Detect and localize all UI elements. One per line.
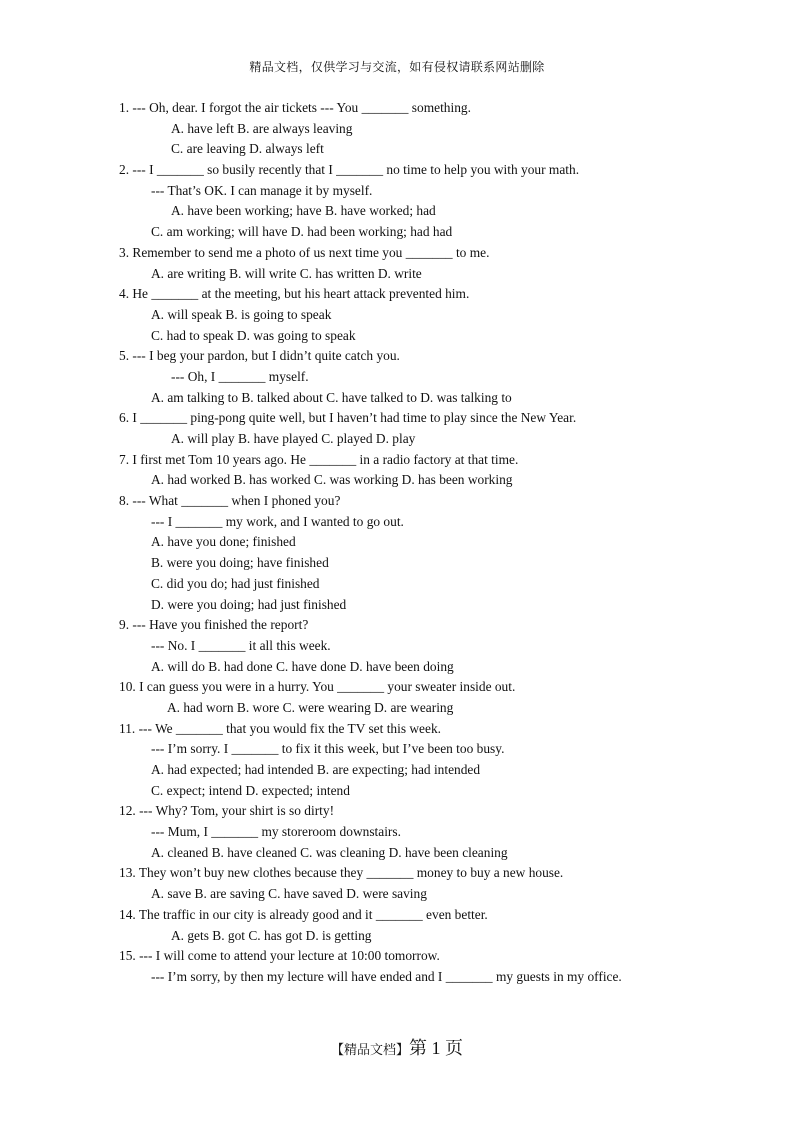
text-line: 12. --- Why? Tom, your shirt is so dirty! [119, 803, 335, 819]
text-line: C. did you do; had just finished [151, 575, 320, 591]
text-line: A. gets B. got C. has got D. is getting [171, 927, 372, 943]
text-line: 2. --- I _______ so busily recently that I _______ no time to help you with your math. [119, 162, 580, 178]
page-footer [0, 1034, 794, 1060]
text-line: C. expect; intend D. expected; intend [151, 782, 350, 798]
text-line: A. will do B. had done C. have done D. have been doing [151, 658, 454, 674]
text-line: A. am talking to B. talked about C. have talked to D. was talking to [151, 389, 512, 405]
exercise-list [119, 98, 672, 988]
text-line: A. will play B. have played C. played D. play [171, 431, 416, 446]
text-line: --- That’s OK. I can manage it by myself. [151, 182, 373, 198]
text-line: A. had worked B. has worked C. was working D. has been working [151, 472, 513, 488]
text-line: 14. The traffic in our city is already good and it _______ even better. [119, 906, 488, 922]
text-line: D. were you doing; had just finished [151, 596, 347, 612]
text-line: --- Oh, I _______ myself. [171, 368, 309, 384]
text-line: 13. They won’t buy new clothes because they _______ money to buy a new house. [119, 865, 564, 881]
text-line: 5. --- I beg your pardon, but I didn’t quite catch you. [119, 348, 400, 364]
text-paragraph: --- I’m sorry, by then my lecture will have ended and I _______ my guests in my office. [151, 968, 622, 984]
text-line: 1. --- Oh, dear. I forgot the air tickets --- You _______ something. [119, 100, 471, 115]
text-line: A. have left B. are always leaving [171, 120, 353, 136]
page-number: 第 1 页 [409, 1038, 463, 1058]
text-line: C. had to speak D. was going to speak [151, 327, 356, 343]
text-line: 9. --- Have you finished the report? [119, 617, 309, 633]
text-line: A. have been working; have B. have worked; had [171, 203, 436, 219]
text-line: A. had worn B. wore C. were wearing D. are wearing [167, 699, 454, 715]
text-line: --- I’m sorry. I _______ to fix it this week, but I’ve been too busy. [151, 741, 505, 757]
text-line: A. cleaned B. have cleaned C. was cleaning D. have been cleaning [151, 844, 508, 860]
text-line: A. are writing B. will write C. has written D. write [151, 265, 422, 281]
text-line: 10. I can guess you were in a hurry. You _______ your sweater inside out. [119, 679, 516, 695]
text-line: A. save B. are saving C. have saved D. were saving [151, 886, 427, 902]
text-line: C. are leaving D. always left [171, 141, 324, 157]
text-line: --- Mum, I _______ my storeroom downstairs. [151, 824, 401, 840]
text-line: 3. Remember to send me a photo of us next time you _______ to me. [119, 244, 490, 260]
text-line: --- No. I _______ it all this week. [151, 637, 331, 653]
text-line: 11. --- We _______ that you would fix the TV set this week. [119, 720, 441, 736]
text-line: C. am working; will have D. had been working; had had [151, 224, 453, 240]
text-line: B. were you doing; have finished [151, 555, 329, 571]
text-line: A. have you done; finished [151, 534, 296, 550]
text-line: 7. I first met Tom 10 years ago. He _______ in a radio factory at that time. [119, 451, 519, 467]
text-line: A. will speak B. is going to speak [151, 306, 332, 322]
footer-tag: 【精品文档】 [330, 1043, 409, 1058]
text-line: A. had expected; had intended B. are expecting; had intended [151, 762, 481, 777]
text-line: 15. --- I will come to attend your lecture at 10:00 tomorrow. [119, 948, 440, 964]
text-line: 4. He _______ at the meeting, but his heart attack prevented him. [119, 286, 470, 302]
text-line: --- I _______ my work, and I wanted to go out. [151, 513, 404, 529]
page-header: 精品文档，仅供学习与交流，如有侵权请联系网站删除 [249, 60, 545, 74]
text-line: 6. I _______ ping-pong quite well, but I haven’t had time to play since the New Year. [119, 410, 577, 426]
text-line: 8. --- What _______ when I phoned you? [119, 493, 341, 509]
